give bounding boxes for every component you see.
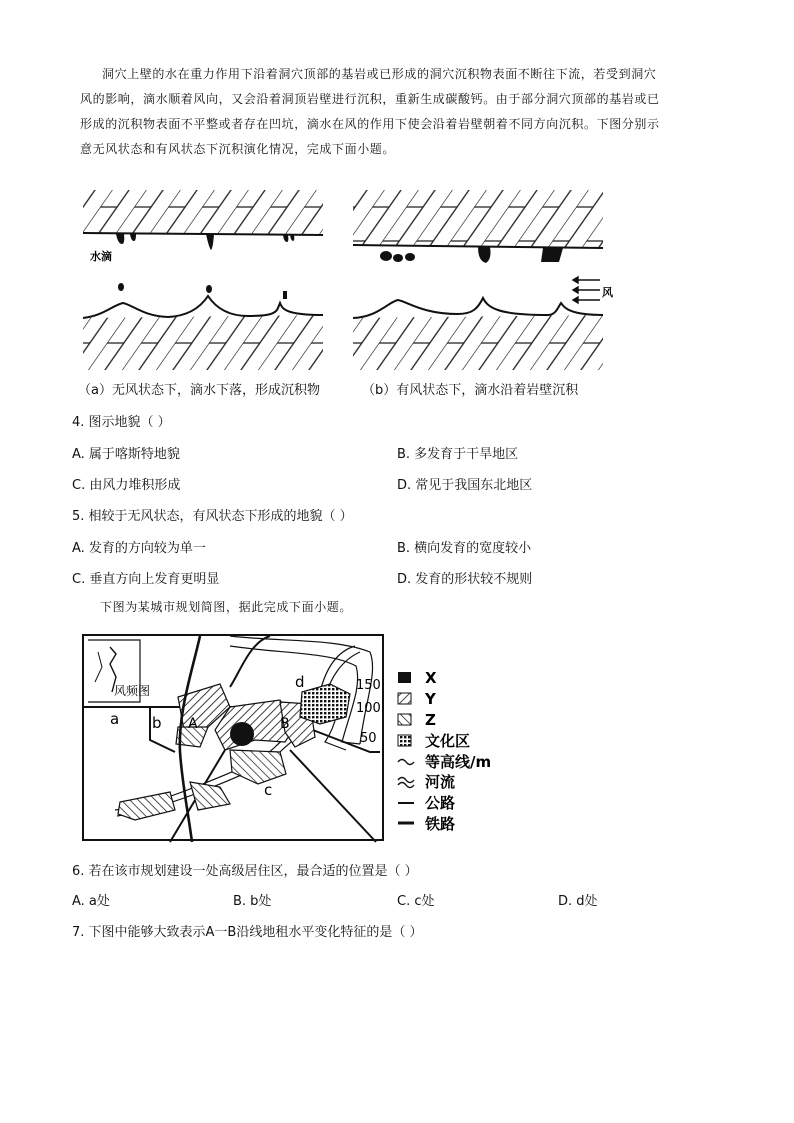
contour-100: 100 — [356, 701, 381, 716]
legend-railway: 铁路 — [425, 815, 456, 833]
drop-label: 水滴 — [90, 250, 112, 263]
wind-rose-label: 风频图 — [114, 684, 151, 698]
passage-line: 意无风状态和有风状态下沉积演化情况，完成下面小题。 — [80, 142, 396, 156]
caption-b: （b）有风状态下，滴水沿着岩壁沉积 — [362, 383, 579, 398]
city-plan-map — [80, 632, 520, 844]
floor-rock-a — [83, 296, 323, 370]
legend-cultural: 文化区 — [425, 732, 471, 750]
point-a: A — [188, 716, 198, 732]
q5-option-b[interactable]: B. 横向发育的宽度较小 — [397, 541, 532, 556]
stalactites-b — [380, 247, 563, 263]
ceiling-rock-b — [353, 190, 603, 250]
legend-x: X — [425, 669, 437, 687]
q6-option-a[interactable]: A. a处 — [72, 894, 110, 909]
legend — [398, 672, 414, 823]
caption-a: （a）无风状态下，滴水下落，形成沉积物 — [78, 383, 320, 398]
q5-option-c[interactable]: C. 垂直方向上发育更明显 — [72, 572, 220, 587]
q5-option-d[interactable]: D. 发育的形状较不规则 — [397, 572, 533, 587]
zone-x — [230, 722, 254, 746]
legend-y: Y — [425, 690, 436, 708]
passage-line: 洞穴上壁的水在重力作用下沿着洞穴顶部的基岩或已形成的洞穴沉积物表面不断往下流，若受到洞穴 — [102, 67, 657, 81]
question-7: 7. 下图中能够大致表示A一B沿线地租水平变化特征的是（ ） — [72, 925, 423, 940]
q5-option-a[interactable]: A. 发育的方向较为单一 — [72, 541, 206, 556]
question-4: 4. 图示地貌（ ） — [72, 415, 171, 430]
contour-150: 150 — [356, 678, 381, 693]
label-c: c — [264, 781, 273, 799]
point-b: B — [280, 716, 290, 732]
stalactites-a — [116, 234, 294, 250]
q6-option-b[interactable]: B. b处 — [233, 894, 272, 909]
label-a: a — [110, 710, 120, 728]
contour-50: 50 — [360, 731, 377, 746]
passage — [80, 62, 720, 162]
q4-option-c[interactable]: C. 由风力堆积形成 — [72, 478, 181, 493]
legend-z: Z — [425, 711, 436, 729]
legend-road: 公路 — [425, 794, 456, 812]
q6-option-c[interactable]: C. c处 — [397, 894, 435, 909]
cave-deposition-figure — [78, 190, 618, 375]
q4-option-d[interactable]: D. 常见于我国东北地区 — [397, 478, 533, 493]
wind-arrows — [573, 277, 600, 303]
map-intro: 下图为某城市规划简图，据此完成下面小题。 — [100, 600, 353, 614]
question-5: 5. 相较于无风状态，有风状态下形成的地貌（ ） — [72, 509, 353, 524]
q6-option-d[interactable]: D. d处 — [558, 894, 598, 909]
ceiling-rock-a — [83, 190, 323, 238]
question-6: 6. 若在该市规划建设一处高级居住区，最合适的位置是（ ） — [72, 864, 418, 879]
label-b: b — [152, 714, 162, 732]
floor-rock-b — [353, 298, 603, 370]
cultural-zone — [300, 684, 350, 724]
q4-option-b[interactable]: B. 多发育于干旱地区 — [397, 447, 519, 462]
passage-line: 风的影响，滴水顺着风向，又会沿着洞顶岩壁进行沉积，重新生成碳酸钙。由于部分洞穴顶部的基岩或已 — [80, 92, 660, 106]
legend-river: 河流 — [425, 773, 456, 791]
q4-option-a[interactable]: A. 属于喀斯特地貌 — [72, 447, 180, 462]
wind-label: 风 — [602, 286, 613, 299]
water-drops-a — [118, 283, 287, 299]
legend-contour: 等高线/m — [425, 753, 492, 771]
label-d: d — [295, 673, 305, 691]
passage-line: 形成的沉积物表面不平整或者存在凹坑，滴水在风的作用下使会沿着岩壁朝着不同方向沉积。下图分别示 — [80, 117, 660, 131]
